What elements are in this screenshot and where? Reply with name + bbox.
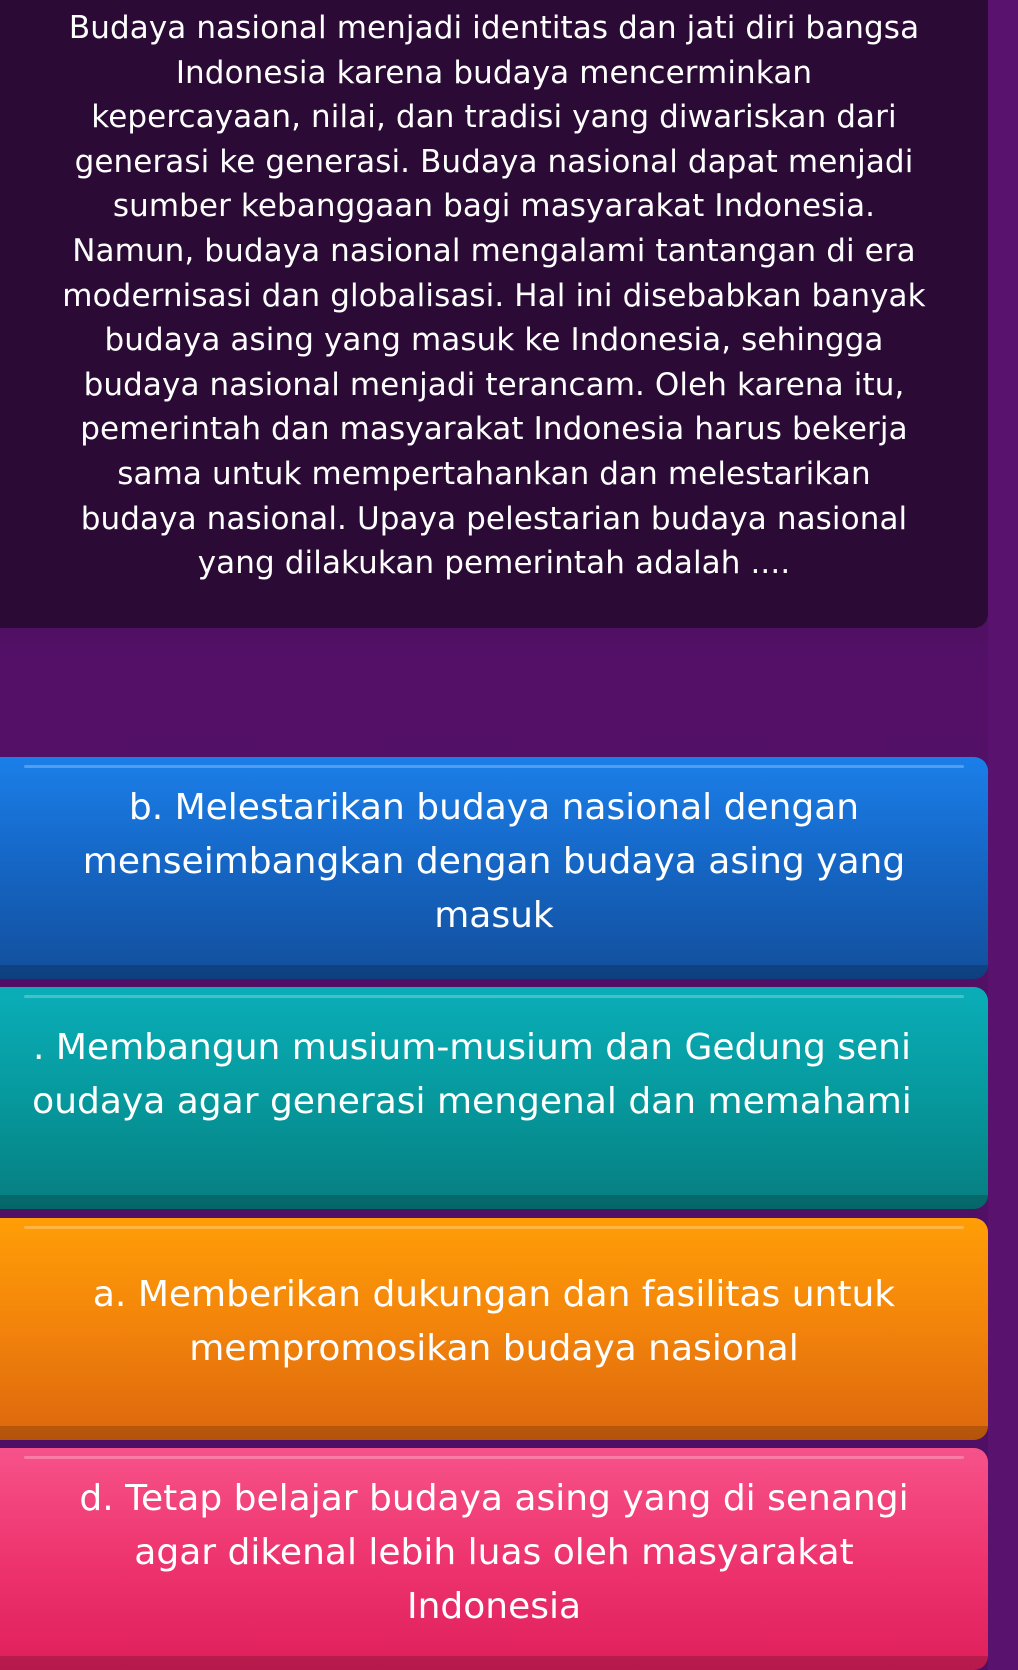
question-text (8, 6, 980, 586)
answer-option-a[interactable] (0, 1218, 988, 1440)
question-line: budaya asing yang masuk ke Indonesia, sehingga (104, 322, 884, 359)
question-line: generasi ke generasi. Budaya nasional dapat menjadi (74, 143, 914, 180)
answer-line: menseimbangkan dengan budaya asing yang (82, 841, 906, 882)
question-line: sama untuk mempertahankan dan melestarikan (117, 455, 871, 492)
background-edge (988, 0, 1018, 1670)
answer-line: Indonesia (406, 1586, 582, 1627)
answer-option-a-text (93, 1268, 895, 1376)
question-line: Indonesia karena budaya mencerminkan (175, 54, 813, 91)
answer-line: oudaya agar generasi mengenal dan memahami (32, 1081, 912, 1122)
question-line: kepercayaan, nilai, dan tradisi yang diwariskan dari (91, 99, 897, 136)
answer-line: agar dikenal lebih luas oleh masyarakat (134, 1532, 854, 1573)
question-line: modernisasi dan globalisasi. Hal ini disebabkan banyak (62, 277, 926, 314)
question-card (0, 0, 988, 628)
question-line: Namun, budaya nasional mengalami tantangan di era (72, 232, 916, 269)
answer-line: masuk (434, 895, 554, 936)
answer-line: b. Melestarikan budaya nasional dengan (128, 787, 860, 828)
question-line: yang dilakukan pemerintah adalah .... (197, 545, 791, 582)
question-line: pemerintah dan masyarakat Indonesia harus bekerja (80, 411, 908, 448)
answer-option-c[interactable] (0, 987, 988, 1209)
answer-option-b[interactable] (0, 757, 988, 979)
question-line: budaya nasional. Upaya pelestarian budaya nasional (80, 500, 908, 537)
question-line: Budaya nasional menjadi identitas dan jati diri bangsa (68, 10, 920, 46)
answer-option-b-text (83, 781, 905, 943)
answer-line: a. Memberikan dukungan dan fasilitas untuk (92, 1274, 896, 1315)
answer-line: mempromosikan budaya nasional (189, 1328, 799, 1369)
answer-option-d-text (79, 1472, 908, 1634)
question-line: sumber kebanggaan bagi masyarakat Indonesia. (112, 188, 876, 225)
answer-option-c-text (32, 1021, 912, 1129)
answer-line: d. Tetap belajar budaya asing yang di senangi (79, 1478, 909, 1519)
answer-option-d[interactable] (0, 1448, 988, 1670)
answer-line: . Membangun musium-musium dan Gedung seni (32, 1027, 911, 1068)
question-line: budaya nasional menjadi terancam. Oleh karena itu, (83, 366, 905, 403)
